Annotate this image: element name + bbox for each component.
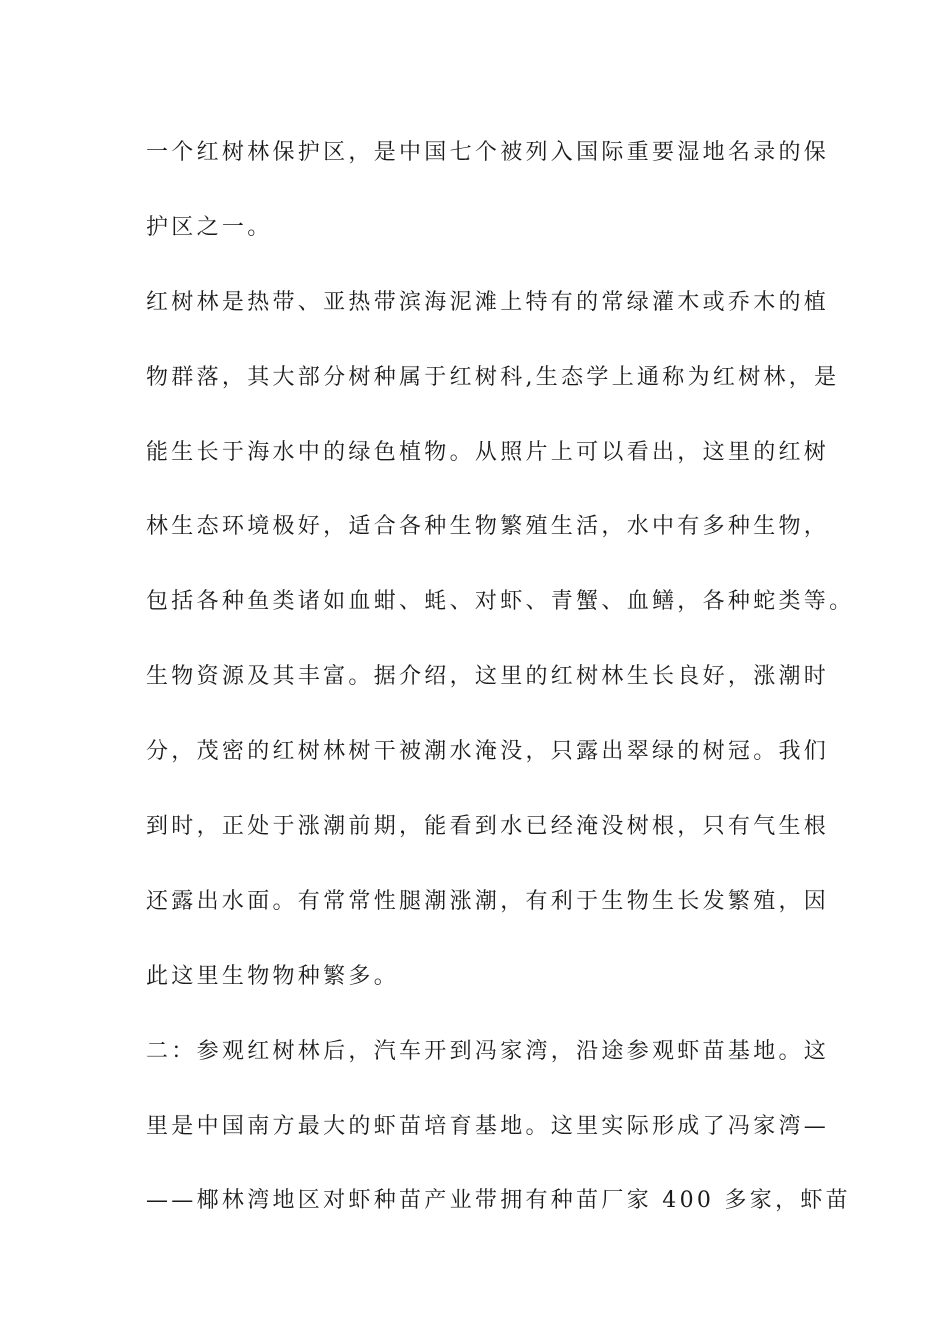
text-line: 还露出水面。有常常性腿潮涨潮，有利于生物生长发繁殖，因 [146, 888, 830, 914]
text-line: 红树林是热带、亚热带滨海泥滩上特有的常绿灌木或乔木的植 [146, 289, 830, 315]
text-line: 林生态环境极好，适合各种生物繁殖生活，水中有多种生物， [146, 514, 830, 540]
text-line: 生物资源及其丰富。据介绍，这里的红树林生长良好，涨潮时 [146, 664, 830, 690]
text-line: 里是中国南方最大的虾苗培育基地。这里实际形成了冯家湾— [146, 1113, 830, 1139]
text-line: 护区之一。 [146, 214, 273, 240]
text-line: 此这里生物物种繁多。 [146, 963, 400, 989]
text-line: 物群落，其大部分树种属于红树科,生态学上通称为红树林，是 [146, 364, 840, 390]
text-line: 能生长于海水中的绿色植物。从照片上可以看出，这里的红树 [146, 439, 830, 465]
text-line: 二：参观红树林后，汽车开到冯家湾，沿途参观虾苗基地。这 [146, 1038, 830, 1064]
text-line: 包括各种鱼类诸如血蚶、蚝、对虾、青蟹、血鳝，各种蛇类等。 [146, 589, 855, 615]
text-line: ——椰林湾地区对虾种苗产业带拥有种苗厂家 400 多家，虾苗 [146, 1188, 851, 1214]
text-line: 分，茂密的红树林树干被潮水淹没，只露出翠绿的树冠。我们 [146, 739, 830, 765]
body-text [146, 133, 855, 1256]
text-line: 一个红树林保护区，是中国七个被列入国际重要湿地名录的保 [146, 140, 830, 165]
text-line: 到时，正处于涨潮前期，能看到水已经淹没树根，只有气生根 [146, 814, 830, 840]
